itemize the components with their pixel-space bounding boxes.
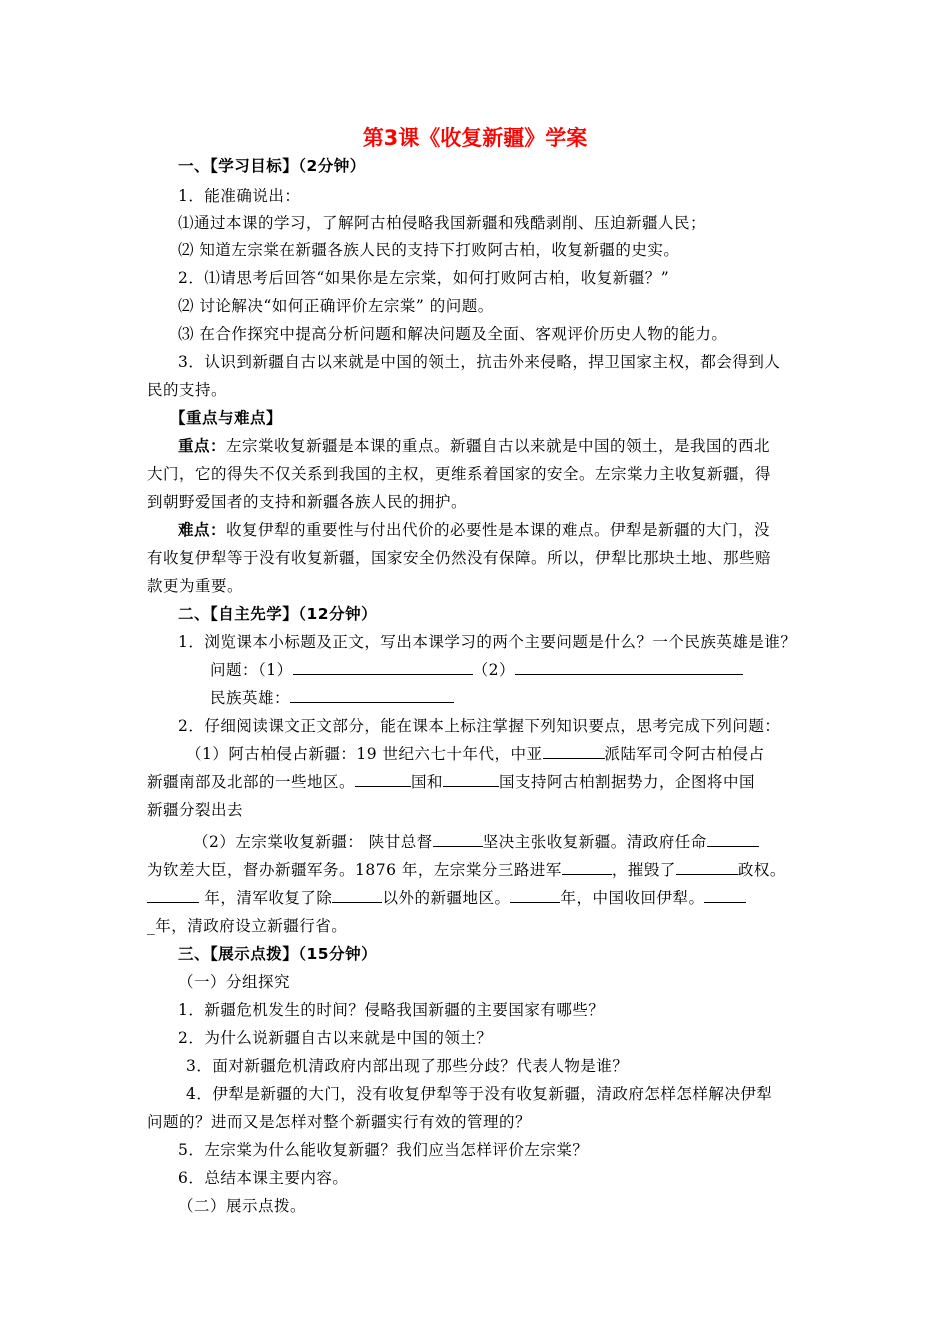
section-heading-self-study: 二、【自主先学】（12分钟） xyxy=(178,605,378,623)
fill-text: 国和 xyxy=(411,773,444,791)
inquiry-item: 2．为什么说新疆自古以来就是中国的领土？ xyxy=(178,1029,493,1047)
fill-text: （1）阿古柏侵占新疆：19 世纪六七十年代，中亚 xyxy=(186,745,543,763)
answer-blank[interactable] xyxy=(293,660,473,675)
hero-label: 民族英雄： xyxy=(210,689,291,707)
answer-blank[interactable] xyxy=(515,660,743,675)
fill-line xyxy=(193,832,759,852)
key-point-text: 左宗棠收复新疆是本课的重点。新疆自古以来就是中国的领土，是我国的西北 xyxy=(226,437,771,455)
objective-line: ⑶ 在合作探究中提高分析问题和解决问题及全面、客观评价历史人物的能力。 xyxy=(178,325,728,343)
key-point-label: 重点： xyxy=(178,437,227,455)
objective-line: ⑵ 讨论解决“如何正确评价左宗棠” 的问题。 xyxy=(178,297,494,315)
difficulty-line xyxy=(178,520,770,540)
fill-text: 国支持阿古柏割据势力，企图将中国 xyxy=(499,773,756,791)
objective-line: 3．认识到新疆自古以来就是中国的领土，抗击外来侵略，捍卫国家主权，都会得到人 xyxy=(178,353,781,371)
key-point-line: 到朝野爱国者的支持和新疆各族人民的拥护。 xyxy=(147,493,468,511)
answer-blank[interactable] xyxy=(290,688,454,703)
section-heading-presentation: 三、【展示点拨】（15分钟） xyxy=(178,945,378,963)
difficulty-line: 款更为重要。 xyxy=(147,577,244,595)
key-point-line: 大门，它的得失不仅关系到我国的主权，更维系着国家的安全。左宗棠力主收复新疆，得 xyxy=(147,465,772,483)
issue-label: （2） xyxy=(472,661,515,679)
difficulty-label: 难点： xyxy=(178,521,227,539)
answer-blank[interactable] xyxy=(676,860,738,875)
answer-blank[interactable] xyxy=(510,888,560,903)
fill-line xyxy=(147,888,746,908)
objective-line: 2．⑴请思考后回答“如果你是左宗棠，如何打败阿古柏，收复新疆？” xyxy=(178,269,670,287)
fill-text: 政权。 xyxy=(737,861,786,879)
answer-blank[interactable] xyxy=(433,832,483,847)
objective-line: 1．能准确说出： xyxy=(178,187,301,205)
document-title: 第3课《收复新疆》学案 xyxy=(362,126,588,150)
subsection-heading: （一）分组探究 xyxy=(178,973,291,991)
inquiry-item: 问题的？进而又是怎样对整个新疆实行有效的管理的？ xyxy=(147,1113,532,1131)
issue-label: 问题：（1） xyxy=(210,661,293,679)
objective-line: ⑵ 知道左宗棠在新疆各族人民的支持下打败阿古柏，收复新疆的史实。 xyxy=(178,241,680,259)
fill-text: 为钦差大臣，督办新疆军务。1876 年，左宗棠分三路进军 xyxy=(147,861,562,879)
answer-blank[interactable] xyxy=(147,888,199,903)
answer-blank[interactable] xyxy=(562,860,612,875)
fill-text: 年，清军收复了除 xyxy=(199,889,333,907)
inquiry-item: 4．伊犁是新疆的大门，没有收复伊犁等于没有收复新疆，清政府怎样怎样解决伊犁 xyxy=(186,1085,773,1103)
fill-line xyxy=(186,744,765,764)
question-line: 2．仔细阅读课文正文部分，能在课本上标注掌握下列知识要点，思考完成下列问题： xyxy=(178,717,781,735)
answer-blank[interactable] xyxy=(707,832,759,847)
fill-line: _年，清政府设立新疆行省。 xyxy=(147,917,348,935)
fill-text: 坚决主张收复新疆。清政府任命 xyxy=(482,833,707,851)
objective-line: 民的支持。 xyxy=(147,381,228,399)
question-line: 1．浏览课本小标题及正文，写出本课学习的两个主要问题是什么？一个民族英雄是谁？ xyxy=(178,633,797,651)
answer-blank[interactable] xyxy=(355,772,411,787)
difficulty-line: 有收复伊犁等于没有收复新疆，国家安全仍然没有保障。所以，伊犁比那块土地、那些赔 xyxy=(147,549,772,567)
section-heading-key-points: 【重点与难点】 xyxy=(170,409,283,427)
fill-text: （2）左宗棠收复新疆： 陕甘总督 xyxy=(193,833,433,851)
answer-blank[interactable] xyxy=(443,772,499,787)
fill-text: 派陆军司令阿古柏侵占 xyxy=(604,745,765,763)
inquiry-item: 3．面对新疆危机清政府内部出现了那些分歧？代表人物是谁？ xyxy=(186,1057,629,1075)
section-heading-objectives: 一、【学习目标】（2分钟） xyxy=(178,157,366,175)
fill-line xyxy=(147,860,786,880)
hero-fill-line xyxy=(210,688,454,708)
fill-text: ，摧毁了 xyxy=(611,861,676,879)
fill-text: 新疆南部及北部的一些地区。 xyxy=(147,773,356,791)
objective-line: ⑴通过本课的学习，了解阿古柏侵略我国新疆和残酷剥削、压迫新疆人民； xyxy=(178,214,707,232)
inquiry-item: 6．总结本课主要内容。 xyxy=(178,1169,349,1187)
subsection-heading: （二）展示点拨。 xyxy=(178,1197,307,1215)
fill-text: 年，中国收回伊犁。 xyxy=(560,889,705,907)
answer-blank[interactable] xyxy=(332,888,382,903)
answer-blank[interactable] xyxy=(543,744,605,759)
key-point-line xyxy=(178,436,770,456)
fill-text: 以外的新疆地区。 xyxy=(382,889,511,907)
fill-line xyxy=(147,772,755,792)
question-fill-line xyxy=(210,660,743,680)
answer-blank[interactable] xyxy=(704,888,746,903)
inquiry-item: 5．左宗棠为什么能收复新疆？我们应当怎样评价左宗棠？ xyxy=(178,1141,589,1159)
difficulty-text: 收复伊犁的重要性与付出代价的必要性是本课的难点。伊犁是新疆的大门，没 xyxy=(226,521,771,539)
fill-line: 新疆分裂出去 xyxy=(147,801,244,819)
inquiry-item: 1．新疆危机发生的时间？侵略我国新疆的主要国家有哪些？ xyxy=(178,1001,605,1019)
